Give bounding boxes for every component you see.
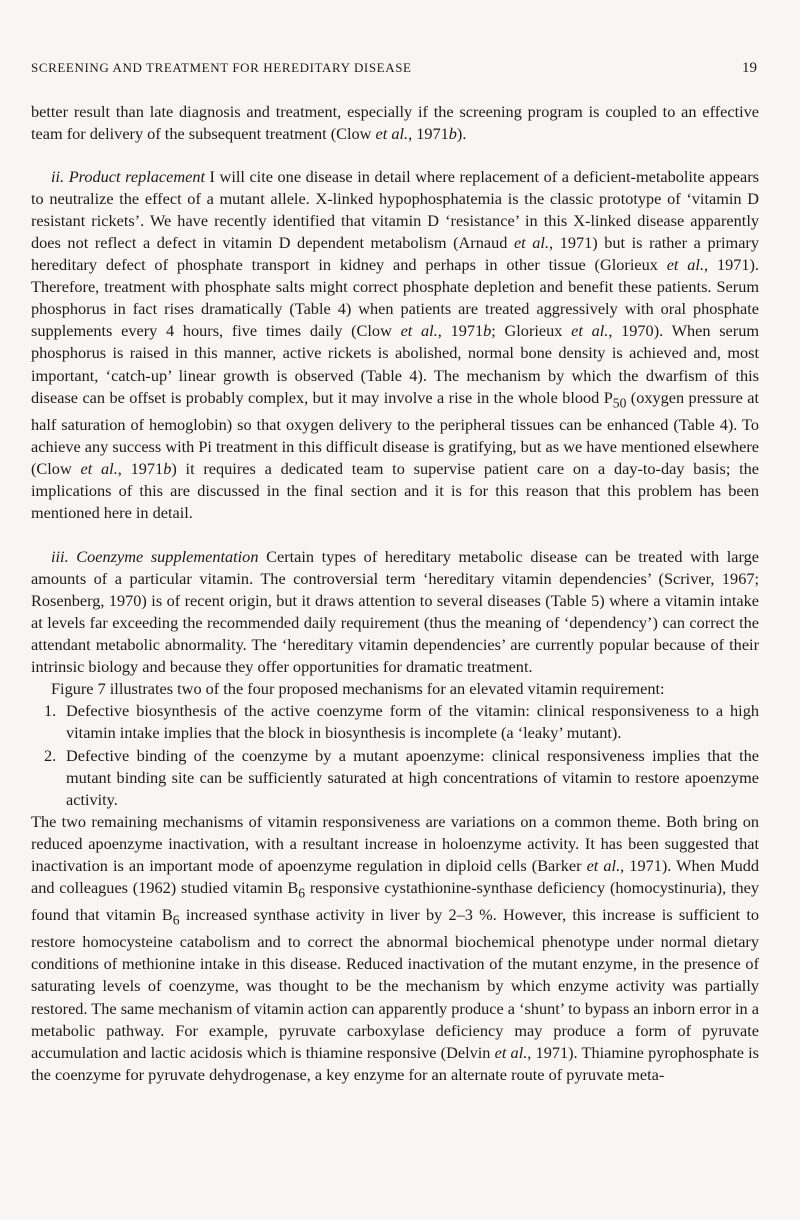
paragraph-figure7: Figure 7 illustrates two of the four proposed mechanisms for an elevated vitamin requirement: <box>51 679 665 699</box>
list-item: 1. Defective biosynthesis of the active coenzyme form of the vitamin: clinical responsiveness to a high vitamin intake implies that the block in biosynthesis is incomplete (a ‘leaky’ mutant). <box>44 701 759 743</box>
paragraph-remaining-mechanisms: The two remaining mechanisms of vitamin responsiveness are variations on a common theme. Both bring on reduced apoenzyme inactivation, with a resultant increase in holoenzyme activity. It has been suggested that inactivation is an important mode of apoenzyme regulation in diploid cells (Barker et al., 1971). When Mudd and colleagues (1962) studied vitamin $B_6$ responsive cystathionine-synthase deficiency (homocystinuria), they found that vitamin $B_6$ increased synthase activity in liver by 2–3 %. However, this increase is sufficient to restore homocysteine catabolism and to correct the abnormal biochemical phenotype under normal dietary conditions of methionine intake in this disease. Reduced inactivation of the mutant enzyme, in the presence of saturating levels of coenzyme, was thought to be the mechanism by which enzyme activity was partially restored. The same mechanism of vitamin action can apparently produce a ‘shunt’ to bypass an inborn error in a metabolic pathway. For example, pyruvate carboxylase deficiency may produce a form of pyruvate accumulation and lactic acidosis which is thiamine responsive (Delvin et al., 1971). Thiamine pyrophosphate is the coenzyme for pyruvate dehydrogenase, a key enzyme for an alternate route of pyruvate meta- <box>31 811 759 1084</box>
running-title: SCREENING AND TREATMENT FOR HEREDITARY DISEASE <box>31 60 412 75</box>
mechanism-list <box>31 700 759 810</box>
paragraph-intro: better result than late diagnosis and treatment, especially if the screening program is coupled to an effective team for delivery of the subsequent treatment (Clow et al., 1971b). <box>31 102 759 144</box>
section-heading: iii. Coenzyme supplementation <box>51 547 259 567</box>
body-text <box>31 101 759 1086</box>
section-heading: ii. Product replacement <box>51 167 205 187</box>
running-header <box>31 60 759 77</box>
page-number: 19 <box>742 60 757 76</box>
section-product-replacement: ii. Product replacement I will cite one disease in detail where replacement of a deficient-metabolite appears to neutralize the effect of a mutant allele. X-linked hypophosphatemia is the classic prototype of ‘vitamin D resistant rickets’. We have recently identified that vitamin D ‘resistance’ in this X-linked disease apparently does not reflect a defect in vitamin D dependent metabolism (Arnaud et al., 1971) but is rather a primary hereditary defect of phosphate transport in kidney and perhaps in other tissue (Glorieux et al., 1971). Therefore, treatment with phosphate salts might correct phosphate depletion and benefit these patients. Serum phosphorus in fact rises dramatically (Table 4) when patients are treated aggressively with oral phosphate supplements every 4 hours, five times daily (Clow et al., 1971b; Glorieux et al., 1970). When serum phosphorus is raised in this manner, active rickets is abolished, normal bone density is achieved and, most important, ‘catch-up’ linear growth is observed (Table 4). The mechanism by which the dwarfism of this disease can be offset is probably complex, but it may involve a rise in the whole blood $P_{50}$ (oxygen pressure at half saturation of hemoglobin) so that oxygen delivery to the peripheral tissues can be enhanced (Table 4). To achieve any success with Pi treatment in this difficult disease is gratifying, but as we have mentioned elsewhere (Clow et al., 1971b) it requires a dedicated team to supervise patient care on a day-to-day basis; the implications of this are discussed in the final section and it is for this reason that this problem has been mentioned here in detail. <box>31 167 760 523</box>
section-coenzyme-supplementation: iii. Coenzyme supplementation Certain types of hereditary metabolic disease can be treated with large amounts of a particular vitamin. The controversial term ‘hereditary vitamin dependencies’ (Scriver, 1967; Rosenberg, 1970) is of recent origin, but it draws attention to several diseases (Table 5) where a vitamin intake at levels far exceeding the recommended daily requirement (thus the meaning of ‘dependency’) can correct the attendant metabolic abnormality. The ‘hereditary vitamin dependencies’ are currently popular because of their intrinsic biology and because they offer opportunities for dramatic treatment. <box>31 547 760 677</box>
list-item: 2. Defective binding of the coenzyme by a mutant apoenzyme: clinical responsiveness implies that the mutant binding site can be sufficiently saturated at high concentrations of vitamin to restore apoenzyme activity. <box>44 745 759 809</box>
